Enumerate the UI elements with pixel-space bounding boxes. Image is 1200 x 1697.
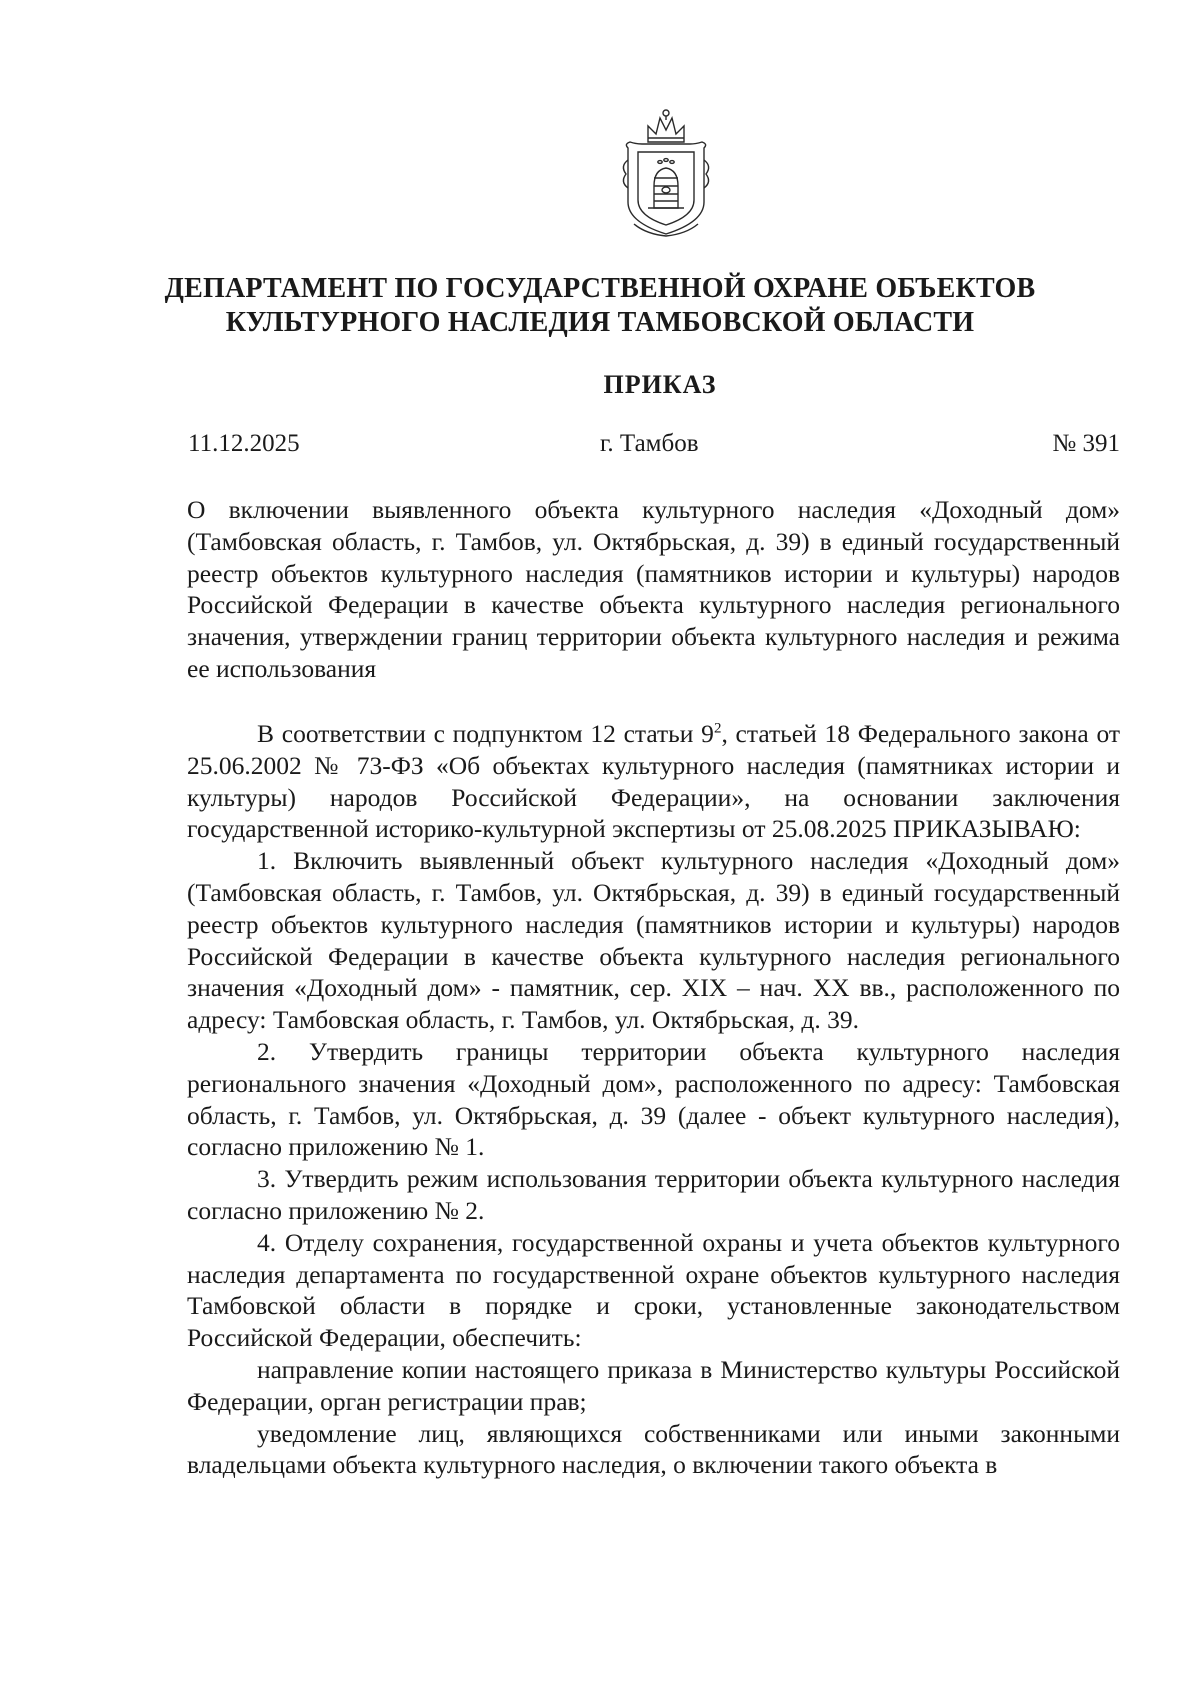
order-number: № 391 [1052,430,1120,457]
order-date: 11.12.2025 [188,430,300,457]
order-item-4-sub-2: уведомление лиц, являющихся собственниками или иными законными владельцами объекта культурного наследия, о включении такого объекта в [187,1418,1120,1480]
order-item-4: 4. Отделу сохранения, государственной охраны и учета объектов культурного наследия департамента по государственной охране объектов культурного наследия Тамбовской области в порядке и сроки, установленные законодательством Российской Федерации, обеспечить: [187,1227,1120,1353]
preamble-text-end: , статьей 18 Федерального закона от 25.06.2002 № 73-ФЗ «Об объектах культурного наследия (памятниках истории и культуры) народов Российской Федерации», на основании заключения государственной историко-культурной экспертизы от 25.08.2025 ПРИКАЗЫВАЮ: [187,719,1121,844]
preamble-text-start: В соответствии с подпунктом 12 статьи 9 [257,719,714,748]
document-type-heading: ПРИКАЗ [603,370,717,399]
order-body [187,718,1120,1481]
order-item-4-sub-1: направление копии настоящего приказа в Министерство культуры Российской Федерации, орган регистрации прав; [187,1354,1120,1416]
article-superscript: 2 [713,720,722,737]
tambov-coat-of-arms-icon [616,104,716,240]
department-title-line-2: КУЛЬТУРНОГО НАСЛЕДИЯ ТАМБОВСКОЙ ОБЛАСТИ [225,307,975,338]
subject-paragraph: О включении выявленного объекта культурного наследия «Доходный дом» (Тамбовская область, г. Тамбов, ул. Октябрьская, д. 39) в единый государственный реестр объектов культурного наследия (памятников истории и культуры) народов Российской Федерации в качестве объекта культурного наследия регионального значения, утверждении границ территории объекта культурного наследия и режима ее использования [187,495,1120,683]
order-subject [187,494,1120,685]
order-item-1: 1. Включить выявленный объект культурного наследия «Доходный дом» (Тамбовская область, г. Тамбов, ул. Октябрьская, д. 39) в единый государственный реестр объектов культурного наследия (памятников истории и культуры) народов Российской Федерации в качестве объекта культурного наследия регионального значения «Доходный дом» - памятник, сер. XIX – нач. XX вв., расположенного по адресу: Тамбовская область, г. Тамбов, ул. Октябрьская, д. 39. [187,846,1120,1035]
department-title-line-1: ДЕПАРТАМЕНТ ПО ГОСУДАРСТВЕННОЙ ОХРАНЕ ОБЪЕКТОВ [164,273,1036,304]
order-item-2: 2. Утвердить границы территории объекта культурного наследия регионального значения «Доходный дом», расположенного по адресу: Тамбовская область, г. Тамбов, ул. Октябрьская, д. 39 (далее - объект культурного наследия), согласно приложению № 1. [187,1036,1120,1162]
order-city: г. Тамбов [600,430,699,457]
preamble-paragraph [187,718,1120,845]
order-item-3: 3. Утвердить режим использования территории объекта культурного наследия согласно приложению № 2. [187,1164,1120,1225]
